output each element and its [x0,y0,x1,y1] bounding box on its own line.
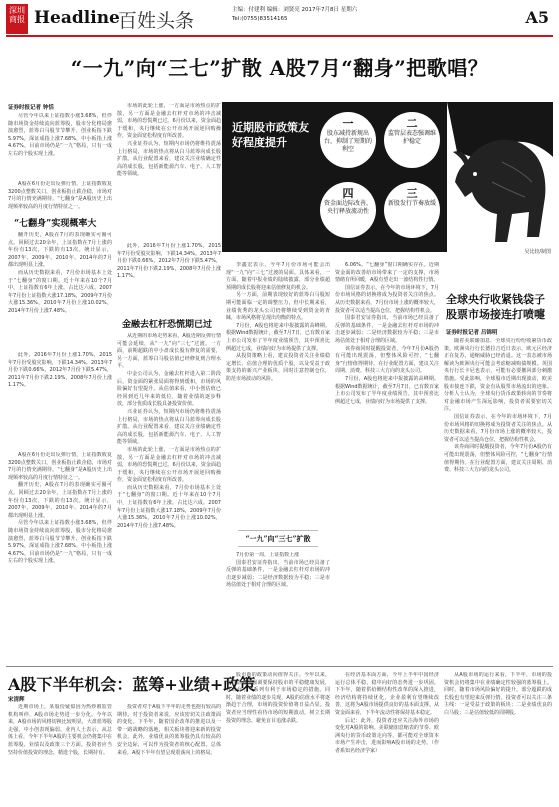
circle-text: 资金面边际改善，央行释放流动性 [324,200,373,215]
paragraph: 7月份，A股也将迎来中报披露的高峰期。根据Wind数据统计，截至7月7日，已有数百家上市公司发布了半年度业绩预告，其中预喜比例超过七成，业绩向好为市场提供了支撑。 [335,375,439,405]
paragraph: 市场的此轮上涨，一方面是市场热点的扩散，另一方面是金融去杠杆对市场的冲击减弱，市场的恐慌期已过。6月份以来，资金面趋于缓和，央行继续在公开市场开展逆回购操作，资金面宽松程度有所改善。 [117,103,221,140]
main-byline: 证券时报记者 钟恬 [8,105,54,111]
paragraph: 从A股市场的运行来看，下半年，市场的投资机会仍将集中在业绩确定性较强的蓝筹股上。同时，随着市场风险偏好的提升，部分超跌的成长股也有望迎来反弹行情。投资者可以关注三条主线：一是受益于政策的板块；二是业绩优良的白马股；三是估值较低的周期股。 [444,672,552,716]
paragraph: 该券商同时提醒投资者，今年7月份A股仍有可能出现震荡，但整体风险可控，“七翻身”行情值得期待。在行业配置方面，建议关注周期、消费、科技三大方向的龙头公司。 [335,345,439,375]
section-title-cn: 百姓头条 [118,10,195,32]
paragraph: 尽管今年以来上证指数小涨3.68%，但伴随市场资金持续流向蓝筹股，股市分化格局愈演愈烈，蓝筹白马股节节攀升、创业板指下跌5.97%，深证成指上涨7.68%，中小板指上涨4.67%。目前市场仍是“一九”格局，只有一成左右的个股实现上涨。 [8,520,112,565]
article-col-3b [226,552,330,662]
lower-col-2 [117,704,221,804]
paragraph: 随着美联储加息，全球央行纷纷收紧货币政策。欧洲央行行长德拉吉近日表示，欧元区经济正在复苏，通缩威胁已经消退。这一表态被市场解读为欧洲央行可能会考虑缩减购债规模。英国央行行长卡尼也表示，可能有必要撤回部分刺激措施。受此影响，全球股市近期出现波动，欧美股市接连下跌，资金有从股票市场流出的迹象。分析人士认为，全球央行货币政策转向的节奏将对金融市场产生深远影响，投资者需要密切关注。 [444,338,552,413]
paragraph: 而从历史数据来看，7月份市场基本上处于“七翻身”的窗口期。近十年来在10个7月中，上证指数有6年上涨，占比达六成。2007年7月份上证指数大涨17.18%，2009年7月份大涨15.36%，2010年7月份上涨10.02%，2014年7月份上涨7.48%。 [117,484,221,529]
pull-quote-rule [238,546,318,547]
paragraph: 另一方面，前期表现较好的蓝筹白马股短期可能面临一定的调整压力，但中长期来看，业绩优秀的龙头公司仍将继续受到资金的青睐，市场风格将呈现出均衡的特点。 [226,292,330,322]
paragraph: 国泰君安证券指出，当前市场已经具备了反弹的基础条件，一是金融去杠杆对市场的冲击逐步减弱；二是经济数据较为平稳；三是市场估值处于相对合理的区域。 [226,559,330,589]
paragraph: 从投资策略上看，建议投资者关注业绩稳定增长、估值合理的优质个股，以及受益于政策支持的新兴产业板块，同时注意控制仓位，防范市场波动的风险。 [226,353,330,382]
circle-number: 二 [406,117,418,130]
paragraph: 而从历史数据来看，7月份市场基本上处于“七翻身”的窗口期。近十年来在10个7月中，上证指数有6年上涨，占比达六成。2007年7月份上证指数大涨17.18%，2009年7月份大涨15.36%，2010年7月份上涨10.02%，2014年7月份上涨7.48%。 [8,269,112,314]
lower-col-5 [444,672,552,804]
article-col-1b [8,181,112,213]
pull-quote-rule [238,530,318,531]
subhead-2: 金融去杠杆恐慌期已过 [122,320,213,330]
paragraph: 7月份，A股也将迎来中报披露的高峰期。根据Wind数据统计，截至7月7日，已有数百家上市公司发布了半年度业绩预告，其中预喜比例超过七成，业绩向好为市场提供了支撑。 [226,322,330,352]
paragraph: 此外，2016年7月份上涨1.70%，2015年7月份受股灾影响，下跌14.34%。2013年7月份下跌0.66%，2012年7月份下跌5.47%，2011年7月份下跌2.19%，2008年7月份上涨1.17%。 [8,352,112,389]
paragraph: 市场的此轮上涨，一方面是市场热点的扩散，另一方面是金融去杠杆对市场的冲击减弱，市场的恐慌期已过。6月份以来，资金面趋于缓和，央行继续在公开市场开展逆回购操作，资金面宽松程度有所改善。 [117,446,221,484]
policy-circle-2 [384,112,440,168]
paragraph: 在经济基本面方面，今年上半年中国经济运行总体平稳，稳中向好的态势进一步巩固。下半年，随着供给侧结构性改革的深入推进，经济结构将持续优化，企业盈利有望继续改善，这将为A股市场提供良好的基本面支撑。从资金面来看，下半年流动性将保持基本稳定。 [335,672,439,716]
article-col-2a [117,103,221,243]
paragraph: 此外，2016年7月份上涨1.70%，2015年7月份受股灾影响，下跌14.34%。2013年7月份下跌0.66%，2012年7月份下跌5.47%，2011年7月份下跌2.19%，2008年7月份上涨1.17%。 [117,243,221,280]
paragraph: 该券商同时提醒投资者，今年7月份A股仍有可能出现震荡，但整体风险可控，“七翻身”行情值得期待。在行业配置方面，建议关注周期、消费、科技三大方向的龙头公司。 [444,444,552,474]
infographic-title: 近期股市政策友好程度提升 [232,121,309,149]
circle-number: 四 [342,187,354,200]
paragraph: 7月份第一周，上证指数上涨 [236,552,300,558]
lower-col-3 [226,672,330,804]
paragraph: 国信证券表示，在今年的市场环境下，7月份市场风格的切换将成为投资者关注的焦点。从历史数据来看，7月份市场上涨的概率较大，投资者可以适当提高仓位，把握结构性机会。 [335,284,439,314]
article-col-3 [226,262,330,524]
article-col-2b [117,243,221,305]
sidebar-article-body [444,338,552,662]
logo-text: 深圳 商报 [9,6,25,24]
section-divider [6,666,553,667]
lower-col-4 [335,672,439,804]
lower-col-1 [8,704,112,804]
policy-circle-1 [320,112,376,168]
circle-number: 一 [342,117,354,130]
subhead-1: “七翻身”实现概率大 [14,219,97,229]
article-col-1d [8,352,112,452]
article-col-4 [335,262,439,662]
section-title-en: Headline [34,8,120,28]
article-col-1e [8,452,112,662]
circle-number: 三 [406,187,418,200]
paragraph: 翻开历史，A股在7月的表现确实可圈可点。回顾过去20余年，上证指数在7月上涨的年份有13次，下跌的有13次。统计显示，2007年、2009年、2010年、2014年的7月都出现明显上涨。 [8,482,112,519]
paragraph: 股市新的政策动向值得关注。今年以来，监管层多次强调要保持股市的平稳健康发展，并出台了一系列有利于市场稳定的措施。同时，随着业绩的逐步兑现，A股的估值水平将逐渐趋于合理，市场的投资价值将日益凸显。投资者应当理性看待市场的短期波动，树立长期投资的理念，避免盲目追涨杀跌。 [226,672,330,724]
sidebar-byline: 证券时报记者 吕锦明 [446,330,498,336]
circle-text: 监管层表态强调维护稳定 [388,130,437,145]
illustration-caption: 吴比较/制图 [524,249,551,255]
paragraph: 兴业证券认为，短期内市场仍将维持震荡上行格局，市场的热点将从白马蓝筹向成长股扩散。从行业配置来看，建议关注业绩确定性高的成长股，包括新能源汽车、电子、人工智能等领域。 [117,408,221,446]
header-info-tel: Tel:(0755)83514165 [232,16,288,22]
paragraph: 尽管今年以来上证指数小涨3.68%，但伴随市场资金持续流向蓝筹股，股市分化格局愈演愈烈，蓝筹白马股节节攀升、创业板指下跌5.97%，深证成指上涨7.68%，中小板指上涨4.67%。目前市场仍是“一九”格局，只有一成左右的个股实现上涨。 [8,113,112,157]
newspaper-logo [6,4,28,34]
article-col-2c [117,333,221,661]
paragraph: A股在6月份走出反弹行情，上证指数收复3200点整数关口，创业板指止跌企稳，市场对7月的行情充满期待。“七翻身”是A股历史上出现频率较高的月度行情特征之一。 [8,181,112,210]
article-col-1c [8,232,112,352]
policy-infographic [222,102,449,252]
paragraph: 后记：此外，投资者还应关注海外市场的变化对A股的影响。美联储加息缩表的节奏、欧洲央行的货币政策走向等，都可能对全球资本市场产生冲击，进而影响A股市场的走势。（作者系知名经济学家） [335,717,439,754]
header-info [232,6,357,24]
sidebar-article-title: 全球央行收紧钱袋子 股票市场接连打喷嚏 [446,293,545,321]
paragraph: 李鑫宏表示，今年7月份市场可能会出现“一九”向“三七”过渡的局面。具体来看，一方面，随着中报业绩的陆续披露，部分业绩超预期的成长股将迎来估值修复的机会。 [226,262,330,291]
paragraph: 6.06%。“七翻身”窗口期确实存在。近期资金面的改善给市场带来了一定的支撑，市场情绪有所回暖，A股有望走出一波结构性行情。 [335,262,439,284]
lower-headline: A股下半年机会：蓝筹+业绩+政策 [8,675,256,694]
circle-text: 股东减持新规出台，抑制了短期的利空 [324,130,373,153]
bull-illustration [447,102,553,257]
paragraph: 翻开历史，A股在7月的表现确实可圈可点。回顾过去20余年，上证指数在7月上涨的年份有13次，下跌的有13次。统计显示，2007年、2009年、2010年、2014年的7月都出现明显上涨。 [8,232,112,269]
paragraph: 中金公司认为，金融去杠杆进入第二阶段后，资金面的紧张局面将得到缓和，市场的风险偏好有望提升。从估值来看，中小创估值已经回到近几年来的低位，随着业绩的逐步释放，部分优质成长股具备投资价值。 [117,370,221,408]
page-number: A5 [525,8,549,27]
paragraph: 国信证券表示，在今年的市场环境下，7月份市场风格的切换将成为投资者关注的焦点。从历史数据来看，7月份市场上涨的概率较大，投资者可以适当提高仓位，把握结构性机会。 [444,413,552,443]
paragraph: 兴业证券认为，短期内市场仍将维持震荡上行格局，市场的热点将从白马蓝筹向成长股扩散。从行业配置来看，建议关注业绩确定性高的成长股，包括新能源汽车、电子、人工智能等领域。 [117,140,221,178]
paragraph: 近期市场上，某股份疑似因为热炒被监管机构叫停，A股市场走势进一步分化。今年以来，A股市场的风格切换比较明显，大盘蓝筹股走强，中小创表现偏弱。业内人士表示，从总体上看，今年下半年A股的主要机会仍将集中在蓝筹股、业绩以及政策三个方面。投资者应当坚持价值投资的理念，精选个股，长期持有。 [8,704,112,756]
lower-byline: 宋清辉 [8,697,25,703]
paragraph: 国泰君安证券指出，当前市场已经具备了反弹的基础条件，一是金融去杠杆对市场的冲击逐步减弱；二是经济数据较为平稳；三是市场估值处于相对合理的区域。 [335,315,439,344]
policy-circle-4 [320,182,376,238]
paragraph: 从近期的市场走势来看，A股近期反弹行情可能会延续，从“一九”向“三七”过渡。一方面，前期超跌的中小盘成长股有修复的需要，另一方面，蓝筹白马股估值已经修复到合理水平。 [117,333,221,370]
pull-quote: “一九”向“三七”扩散 [245,534,311,543]
header-info-editors: 主编：付建利 编辑：刘贤亮 2017年7月8日 星期六 [232,7,358,13]
policy-circle-3 [384,182,440,238]
circle-text: 新股发行节奏放缓 [388,200,437,207]
bull-icon [447,102,553,247]
header-rule [6,35,553,37]
paragraph: A股在6月份走出反弹行情，上证指数收复3200点整数关口，创业板指止跌企稳，市场对7月的行情充满期待。“七翻身”是A股历史上出现频率较高的月度行情特征之一。 [8,452,112,481]
paragraph: 投资者对于A股下半年的走势也抱有较高的期待。对于投资者来说，应该密切关注政策面的变化。下半年，随着国企改革的推进以及一带一路战略的落地，相关板块将迎来新的投资机会。此外，业绩优良的蓝筹股仍具有较高的安全边际，可以作为投资者的核心配置。总体来看，A股下半年有望呈现震荡向上的格局。 [117,704,221,756]
article-col-1a [8,113,112,181]
main-headline: “一九”向“三七”扩散 A股7月“翻身”把歌唱？ [70,56,489,80]
